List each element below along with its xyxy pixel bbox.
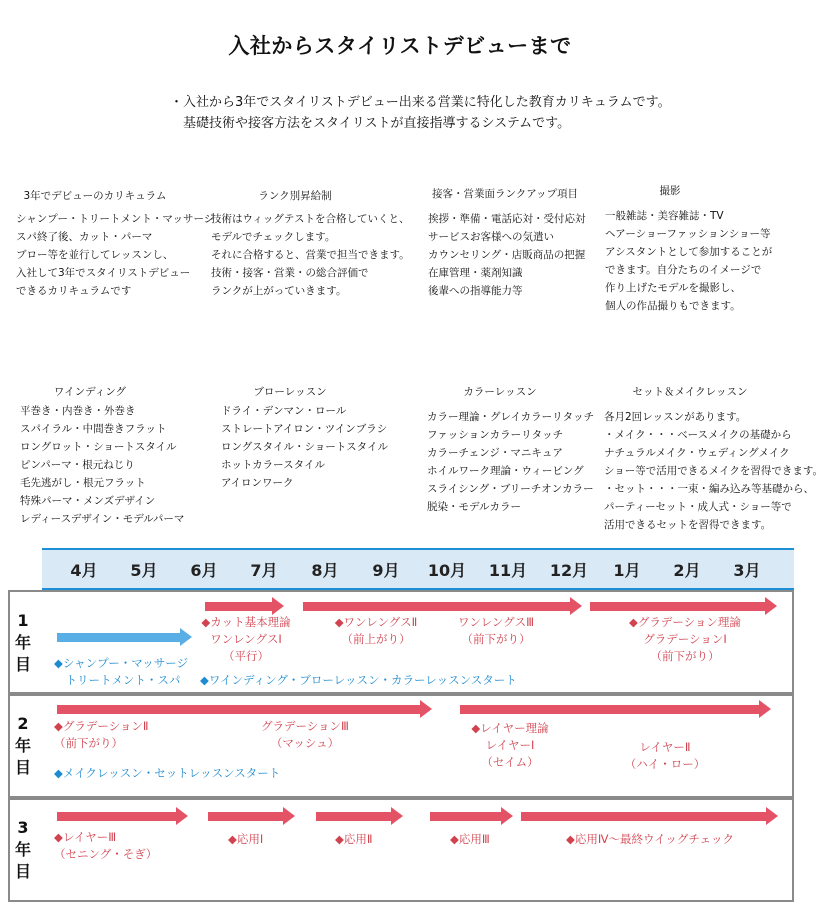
timeline-arrow [590, 602, 766, 611]
timeline-arrow [521, 812, 767, 821]
month-label: 6月 [190, 561, 218, 580]
page-title: 入社からスタイリストデビューまで [228, 34, 572, 58]
timeline-arrow [208, 812, 284, 821]
column-heading: カラーレッスン [463, 386, 537, 398]
timeline-arrow [303, 602, 571, 611]
curriculum-item: ◆レイヤーⅢ （セニング・そぎ） [54, 830, 158, 861]
month-label: 3月 [733, 561, 761, 580]
curriculum-item: ◆応用Ⅱ [335, 832, 373, 846]
month-label: 9月 [372, 561, 400, 580]
month-label: 7月 [250, 561, 278, 580]
curriculum-item: ◆レイヤー理論 レイヤーⅠ （セイム） [471, 721, 549, 769]
month-label: 5月 [130, 561, 158, 580]
column-body: 技術はウィッグテストを合格していくと、 モデルでチェックします。 それに合格すると、営業で担当できます。 技術・接客・営業・の総合評価で ランクが上がっていきます。 [211, 213, 410, 297]
curriculum-item: ◆応用Ⅰ [228, 832, 264, 846]
column-body: カラー理論・グレイカラーリタッチ ファッションカラーリタッチ カラーチェンジ・マニキュア ホイルワーク理論・ウィービング スライシング・ブリーチオンカラー 脱染・モデルカラー [427, 411, 595, 513]
month-label: 12月 [549, 561, 589, 580]
curriculum-item: ◆ワンレングスⅡ （前上がり） [334, 615, 418, 646]
column-body: 各月2回レッスンがあります。 ・メイク・・・ベースメイクの基礎から ナチュラルメイク・ウェディングメイク ショー等で活用できるメイクを習得できます。 ・セット・・・一束・編み込み等基礎から、 パーティーセット・成人式・ショー等で 活用できるセットを習得できます。 [604, 411, 823, 531]
year-1-label: 1 年 目 [14, 611, 31, 674]
column-heading: 接客・営業面ランクアップ項目 [431, 188, 579, 200]
timeline-arrow [460, 705, 760, 714]
curriculum-item: ◆グラデーション理論 グラデーションⅠ （前下がり） [629, 615, 741, 663]
timeline-arrow [57, 633, 181, 642]
month-label: 1月 [613, 561, 641, 580]
curriculum-item: ワンレングスⅢ （前下がり） [457, 615, 534, 646]
column-body: シャンプー・トリートメント・マッサージ スパ終了後、カット・パーマ ブロー等を並行してレッスンし、 入社して3年でスタイリストデビュー できるカリキュラムです [16, 213, 215, 297]
column-heading: ブローレッスン [253, 386, 327, 398]
timeline-arrow [57, 705, 421, 714]
timeline-arrow [205, 602, 273, 611]
month-label: 2月 [673, 561, 701, 580]
curriculum-item: ◆シャンプー・マッサージ トリートメント・スパ [54, 656, 189, 687]
column-heading: セット＆メイクレッスン [632, 386, 748, 398]
month-label: 10月 [427, 561, 467, 580]
curriculum-item: ◆応用Ⅳ～最終ウイッグチェック [566, 832, 735, 846]
column-body: 平巻き・内巻き・外巻き スパイラル・中間巻きフラット ロングロット・ショートスタイル ピンパーマ・根元ねじり 毛先逃がし・根元フラット 特殊パーマ・メンズデザイン レディースデザイン・モデルパーマ [20, 405, 185, 525]
curriculum-item: ◆ワインディング・ブローレッスン・カラーレッスンスタート [200, 673, 517, 687]
timeline-arrow [57, 812, 177, 821]
column-heading: 3年でデビューのカリキュラム [23, 190, 167, 202]
month-label: 4月 [70, 561, 98, 580]
column-body: ドライ・デンマン・ロール ストレートアイロン・ツインブラシ ロングスタイル・ショートスタイル ホットカラースタイル アイロンワーク [221, 405, 388, 489]
curriculum-item: レイヤーⅡ （ハイ・ロー） [624, 740, 706, 771]
column-body: 一般雑誌・美容雑誌・TV ヘアーショーファッションショー等 アシスタントとして参加することが できます。自分たちのイメージで 作り上げたモデルを撮影し、 個人の作品撮りもできます。 [605, 210, 773, 312]
timeline-arrow [316, 812, 392, 821]
curriculum-item: ◆カット基本理論 ワンレングスⅠ （平行） [201, 615, 291, 663]
column-heading: ランク別昇給制 [258, 190, 332, 202]
curriculum-item: グラデーションⅢ （マッシュ） [261, 719, 349, 750]
year-2-label: 2 年 目 [14, 714, 31, 777]
timeline-arrow [430, 812, 502, 821]
column-body: 挨拶・準備・電話応対・受付応対 サービスお客様への気遣い カウンセリング・店販商品の把握 在庫管理・薬剤知識 後輩への指導能力等 [428, 213, 586, 297]
intro-text: ・入社から3年でスタイリストデビュー出来る営業に特化した教育カリキュラムです。 基礎技術や接客方法をスタイリストが直接指導するシステムです。 [170, 95, 671, 131]
column-heading: 撮影 [659, 185, 681, 197]
curriculum-item: ◆応用Ⅲ [450, 832, 490, 846]
curriculum-item: ◆メイクレッスン・セットレッスンスタート [54, 766, 281, 780]
month-label: 8月 [311, 561, 339, 580]
column-heading: ワインディング [53, 386, 127, 398]
curriculum-item: ◆グラデーションⅡ （前下がり） [54, 719, 149, 750]
year-3-label: 3 年 目 [14, 818, 31, 881]
month-label: 11月 [488, 561, 528, 580]
